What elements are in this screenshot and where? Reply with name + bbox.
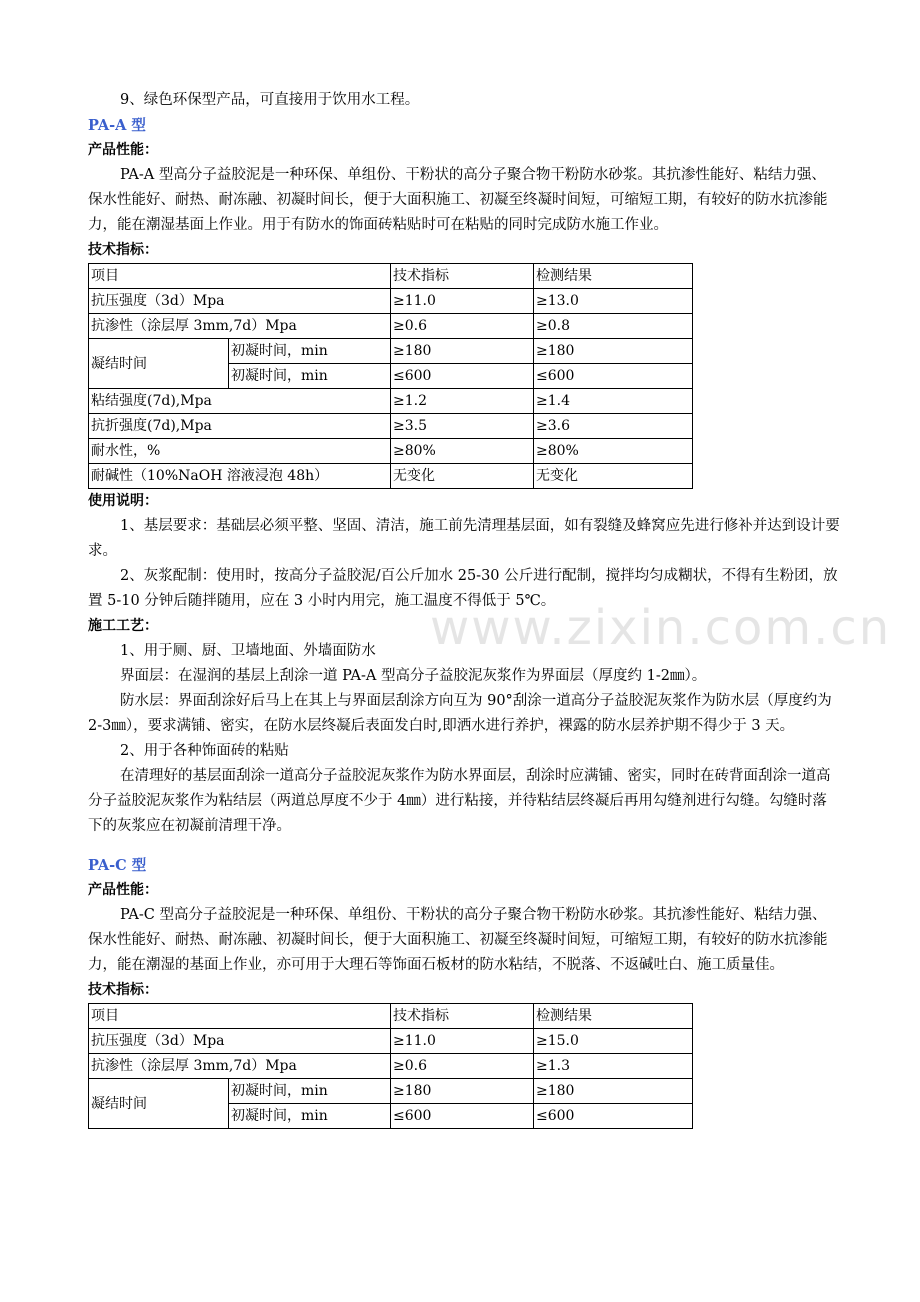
table-cell: ≥3.6 [534,414,693,439]
table-header-spec: 技术指标 [391,264,534,289]
pa-a-craft-waterproof: 防水层：界面刮涂好后马上在其上与界面层刮涂方向互为 90°刮涂一道高分子益胶泥灰浆作为防水层（厚度约为 2-3㎜），要求满铺、密实，在防水层终凝后表面发白时,即洒水进行养护，裸露的防水层养护期不得少于 3 天。 [88,693,832,734]
table-cell: ≥1.3 [534,1054,693,1079]
table-header-spec: 技术指标 [391,1004,534,1029]
table-cell-setting-label: 凝结时间 [89,1079,229,1129]
document-page [88,88,840,1129]
table-row [89,1004,693,1029]
pa-a-perf-heading: 产品性能： [88,142,158,158]
table-cell: 粘结强度(7d),Mpa [89,389,391,414]
table-cell: ≥1.4 [534,389,693,414]
table-cell: ≥15.0 [534,1029,693,1054]
table-header-result: 检测结果 [534,1004,693,1029]
table-row [89,464,693,489]
table-cell: 初凝时间，min [229,1104,391,1129]
table-cell: 初凝时间，min [229,339,391,364]
table-row [89,414,693,439]
table-cell: ≥80% [534,439,693,464]
table-cell: ≤600 [391,364,534,389]
table-header-item: 项目 [89,1004,391,1029]
table-cell: ≥13.0 [534,289,693,314]
table-cell-setting-label: 凝结时间 [89,339,229,389]
pa-c-perf-heading: 产品性能： [88,882,158,898]
table-cell: ≥180 [534,339,693,364]
table-cell: 耐水性，% [89,439,391,464]
table-cell: ≥11.0 [391,289,534,314]
table-cell: ≥180 [534,1079,693,1104]
pa-a-usage-heading: 使用说明： [88,493,158,509]
table-cell: 无变化 [391,464,534,489]
pa-a-usage-2: 2、灰浆配制：使用时，按高分子益胶泥/百公斤加水 25-30 公斤进行配制，搅拌均匀成糊状，不得有生粉团，放置 5-10 分钟后随拌随用，应在 3 小时内用完，施工温度不得低于 5℃。 [88,568,838,609]
pa-a-craft-2: 2、用于各种饰面砖的粘贴 [120,743,289,759]
table-row [89,1054,693,1079]
table-row [89,339,693,364]
table-cell: ≥180 [391,339,534,364]
table-row [89,1079,693,1104]
pa-a-craft-1: 1、用于厕、厨、卫墙地面、外墙面防水 [120,643,376,659]
table-cell: 抗压强度（3d）Mpa [89,1029,391,1054]
pa-c-spec-table [88,1003,693,1129]
section-gap [88,839,840,853]
pa-a-craft-2-text: 在清理好的基层面刮涂一道高分子益胶泥灰浆作为防水界面层，刮涂时应满铺、密实，同时在砖背面刮涂一道高分子益胶泥灰浆作为粘结层（两道总厚度不少于 4㎜）进行粘接，并待粘结层终凝后再用勾缝剂进行勾缝。勾缝时落下的灰浆应在初凝前清理干净。 [88,768,831,834]
table-cell: ≤600 [391,1104,534,1129]
pa-c-perf-text: PA-C 型高分子益胶泥是一种环保、单组份、干粉状的高分子聚合物干粉防水砂浆。其抗渗性能好、粘结力强、保水性能好、耐热、耐冻融、初凝时间长，便于大面积施工、初凝至终凝时间短，可缩短工期，有较好的防水抗渗能力，能在潮湿的基面上作业，亦可用于大理石等饰面石板材的防水粘结，不脱落、不返碱吐白、施工质量佳。 [88,907,828,973]
pa-a-title: PA-A 型 [88,117,146,134]
table-row [89,389,693,414]
table-cell: 抗渗性（涂层厚 3mm,7d）Mpa [89,314,391,339]
pa-a-perf-text: PA-A 型高分子益胶泥是一种环保、单组份、干粉状的高分子聚合物干粉防水砂浆。其抗渗性能好、粘结力强、保水性能好、耐热、耐冻融、初凝时间长，便于大面积施工、初凝至终凝时间短，可缩短工期，有较好的防水抗渗能力，能在潮湿基面上作业。用于有防水的饰面砖粘贴时可在粘贴的同时完成防水施工作业。 [88,167,828,233]
table-cell: ≥0.6 [391,1054,534,1079]
table-row [89,289,693,314]
pa-a-spec-table [88,263,693,489]
table-cell: ≤600 [534,1104,693,1129]
table-header-result: 检测结果 [534,264,693,289]
table-cell: ≥180 [391,1079,534,1104]
watermark: www.zixin.com.cn [430,600,892,656]
table-cell: 抗渗性（涂层厚 3mm,7d）Mpa [89,1054,391,1079]
table-row [89,264,693,289]
table-cell: 抗折强度(7d),Mpa [89,414,391,439]
pa-a-craft-heading: 施工工艺： [88,618,158,634]
pa-a-craft-interface: 界面层：在湿润的基层上刮涂一道 PA-A 型高分子益胶泥灰浆作为界面层（厚度约 1-2㎜）。 [120,668,707,684]
table-cell: ≥0.8 [534,314,693,339]
table-cell: 无变化 [534,464,693,489]
pa-c-tech-heading: 技术指标： [88,982,158,998]
table-cell: ≤600 [534,364,693,389]
table-cell: ≥0.6 [391,314,534,339]
table-cell: ≥1.2 [391,389,534,414]
table-header-item: 项目 [89,264,391,289]
table-row [89,439,693,464]
pa-a-tech-heading: 技术指标： [88,242,158,258]
table-cell: 抗压强度（3d）Mpa [89,289,391,314]
pa-a-usage-1: 1、基层要求：基础层必须平整、坚固、清洁，施工前先清理基层面，如有裂缝及蜂窝应先进行修补并达到设计要求。 [88,518,840,559]
table-cell: 初凝时间，min [229,364,391,389]
intro-item-9: 9、绿色环保型产品，可直接用于饮用水工程。 [120,92,420,108]
table-row [89,314,693,339]
table-cell: ≥80% [391,439,534,464]
pa-c-title: PA-C 型 [88,857,147,874]
table-row [89,1029,693,1054]
table-cell: ≥3.5 [391,414,534,439]
table-cell: 耐碱性（10%NaOH 溶液浸泡 48h） [89,464,391,489]
table-cell: 初凝时间，min [229,1079,391,1104]
table-cell: ≥11.0 [391,1029,534,1054]
